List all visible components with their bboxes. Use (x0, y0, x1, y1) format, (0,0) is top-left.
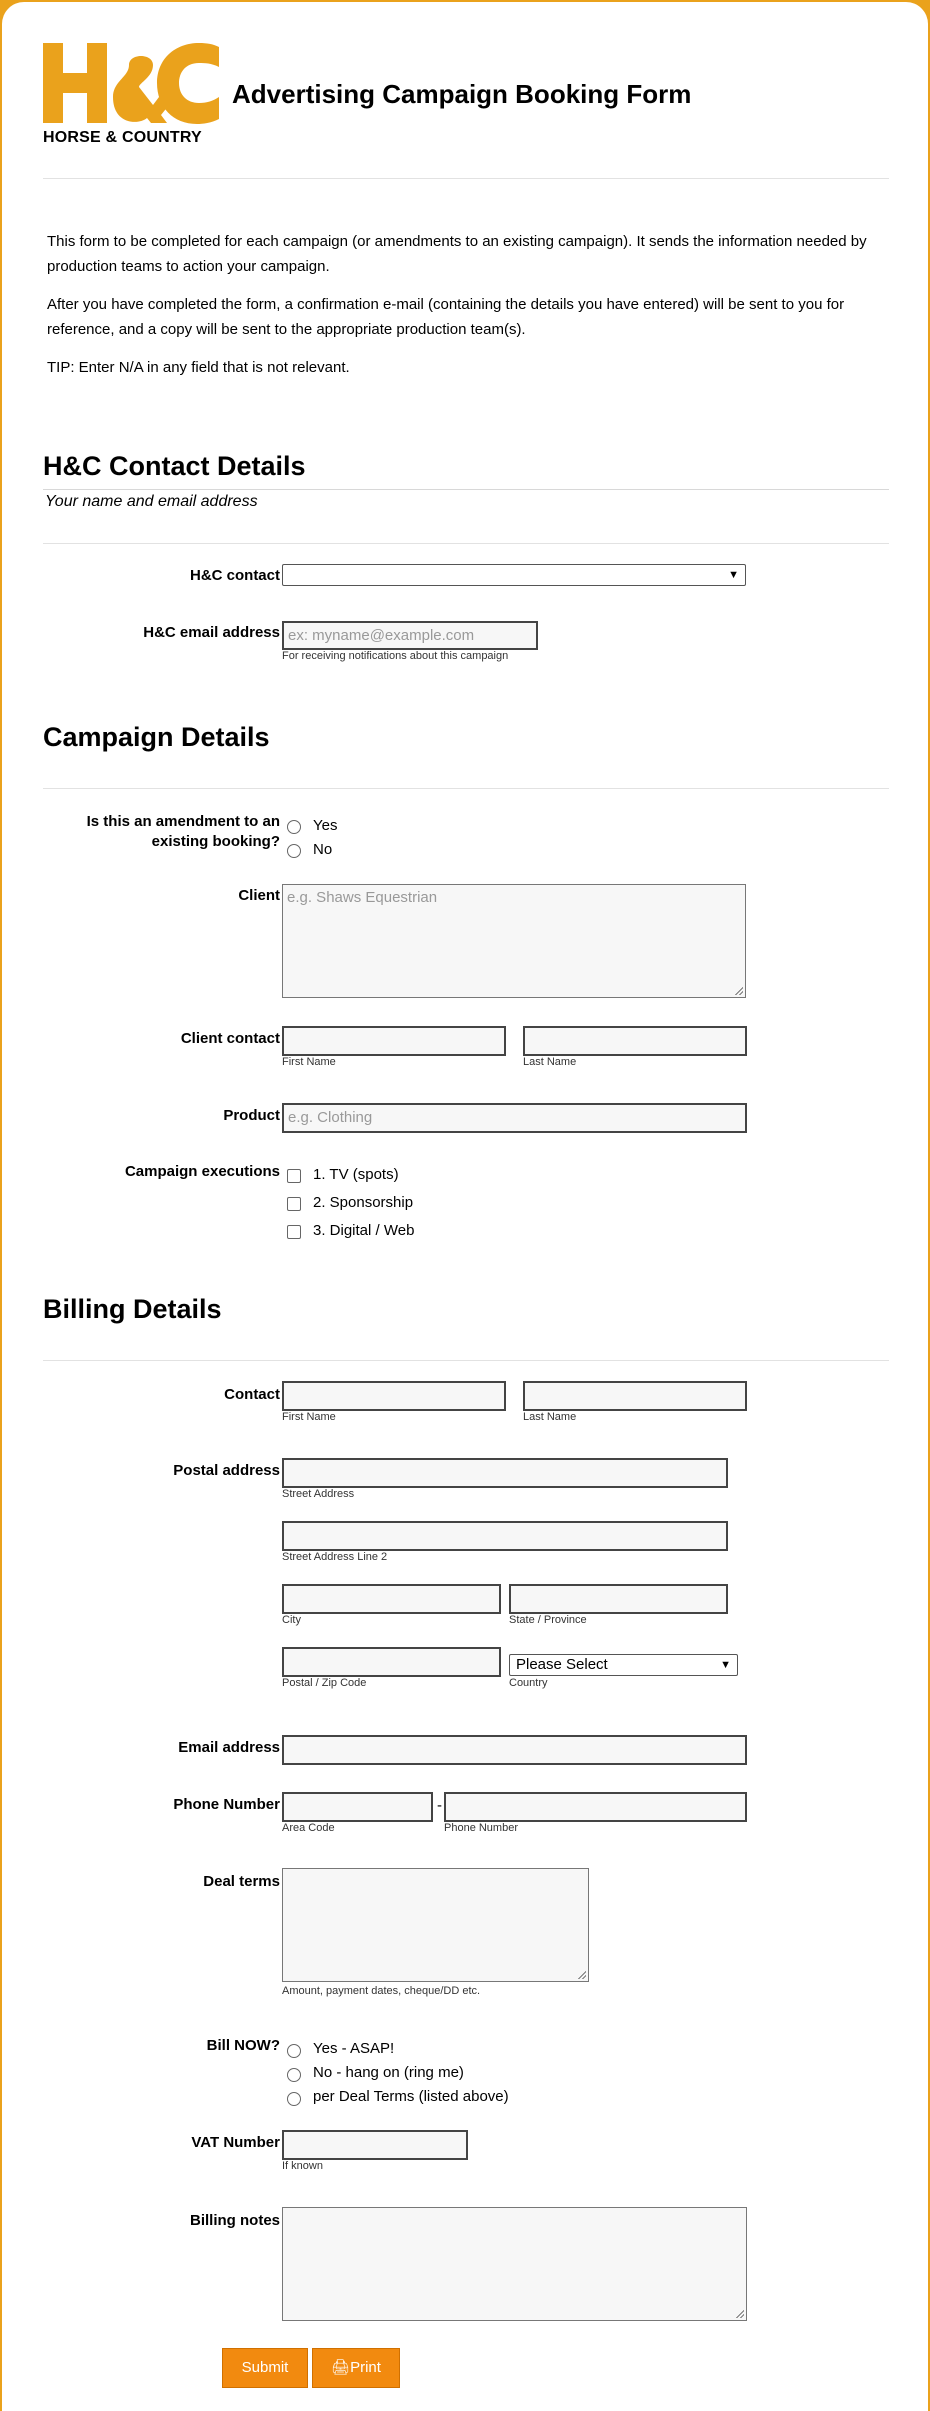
billing-contact-label: Contact (224, 1386, 280, 1403)
client-label: Client (238, 887, 280, 904)
billing-email-label: Email address (178, 1739, 280, 1756)
country-select-value: Please Select (516, 1656, 608, 1673)
area-code-hint: Area Code (282, 1822, 335, 1834)
deal-terms-hint: Amount, payment dates, cheque/DD etc. (282, 1985, 481, 1997)
city-hint: City (282, 1614, 301, 1626)
horse-and-country-logo (43, 43, 220, 148)
printer-icon: 🖨 (331, 2359, 351, 2376)
country-select[interactable] (509, 1654, 738, 1676)
country-hint: Country (509, 1677, 548, 1689)
resize-handle-icon[interactable] (578, 1971, 586, 1979)
deal-terms-textarea[interactable] (282, 1868, 589, 1982)
intro-tip: TIP: Enter N/A in any field that is not relevant. (47, 359, 350, 376)
amendment-yes-label[interactable]: Yes (313, 817, 338, 834)
street-address-hint: Street Address (282, 1488, 355, 1500)
amendment-no-label[interactable]: No (313, 841, 333, 858)
divider (43, 489, 889, 490)
submit-button[interactable]: Submit (222, 2348, 308, 2388)
divider (43, 788, 889, 789)
execution-sponsorship-checkbox[interactable] (287, 1197, 301, 1211)
hc-email-hint: For receiving notifications about this campaign (282, 650, 509, 662)
phone-number-input[interactable] (444, 1792, 747, 1822)
chevron-down-icon: ▼ (720, 1659, 731, 1671)
billing-notes-textarea[interactable] (282, 2207, 747, 2321)
client-last-name-hint: Last Name (523, 1056, 577, 1068)
deal-terms-label: Deal terms (203, 1873, 280, 1890)
execution-tv-checkbox[interactable] (287, 1169, 301, 1183)
hc-logo-mark-icon (43, 43, 220, 125)
bill-now-label: Bill NOW? (206, 2037, 280, 2054)
client-placeholder: e.g. Shaws Equestrian (287, 889, 438, 906)
vat-number-input[interactable] (282, 2130, 468, 2160)
bill-now-hang-on-label[interactable]: No - hang on (ring me) (313, 2064, 464, 2081)
area-code-input[interactable] (282, 1792, 433, 1822)
client-contact-label: Client contact (180, 1030, 280, 1047)
resize-handle-icon[interactable] (735, 987, 743, 995)
form-page (2, 2, 928, 2411)
billing-email-input[interactable] (282, 1735, 747, 1765)
section-subtitle-contact: Your name and email address (45, 493, 258, 510)
intro-paragraph-2: After you have completed the form, a confirmation e-mail (containing the details you have entered) will be sent to you for reference, and a copy will be sent to the appropriate production team(s). (47, 296, 845, 338)
street-address-2-input[interactable] (282, 1521, 728, 1551)
resize-handle-icon[interactable] (736, 2310, 744, 2318)
hc-contact-label: H&C contact (189, 567, 280, 584)
intro-paragraph-1: This form to be completed for each campaign (or amendments to an existing campaign). It sends the information needed by production teams to action your campaign. (47, 233, 867, 275)
bill-now-asap-label[interactable]: Yes - ASAP! (313, 2040, 395, 2057)
page-title: Advertising Campaign Booking Form (232, 79, 692, 109)
street-address-2-hint: Street Address Line 2 (282, 1551, 388, 1563)
print-button-label: Print (350, 2359, 381, 2376)
section-title-billing: Billing Details (43, 1294, 222, 1324)
executions-label: Campaign executions (124, 1163, 280, 1180)
billing-notes-label: Billing notes (190, 2212, 280, 2229)
vat-number-label: VAT Number (191, 2134, 280, 2151)
client-first-name-input[interactable] (282, 1026, 506, 1056)
amendment-yes-radio[interactable] (287, 820, 301, 834)
intro-text (47, 229, 889, 380)
execution-sponsorship-label[interactable]: 2. Sponsorship (313, 1194, 414, 1211)
amendment-no-radio[interactable] (287, 844, 301, 858)
vat-number-hint: If known (282, 2160, 323, 2172)
client-last-name-input[interactable] (523, 1026, 747, 1056)
city-input[interactable] (282, 1584, 501, 1614)
print-button[interactable] (312, 2348, 400, 2388)
postal-address-label: Postal address (173, 1462, 280, 1479)
bill-now-hang-on-radio[interactable] (287, 2068, 301, 2082)
bill-now-asap-radio[interactable] (287, 2044, 301, 2058)
chevron-down-icon: ▼ (728, 569, 739, 581)
divider (43, 178, 889, 179)
billing-last-name-input[interactable] (523, 1381, 747, 1411)
client-textarea[interactable] (282, 884, 746, 998)
section-title-campaign: Campaign Details (43, 722, 270, 752)
phone-label: Phone Number (173, 1796, 280, 1813)
billing-last-name-hint: Last Name (523, 1411, 577, 1423)
hc-email-label: H&C email address (143, 624, 280, 641)
divider (43, 1360, 889, 1361)
logo-wordmark: HORSE & COUNTRY (43, 129, 202, 146)
hc-email-input[interactable]: ex: myname@example.com (282, 621, 538, 650)
bill-now-deal-terms-label[interactable]: per Deal Terms (listed above) (313, 2088, 509, 2105)
hc-contact-select[interactable] (282, 564, 746, 586)
state-hint: State / Province (509, 1614, 587, 1626)
phone-dash: - (437, 1797, 442, 1814)
zip-input[interactable] (282, 1647, 501, 1677)
section-title-contact: H&C Contact Details (43, 451, 306, 481)
execution-digital-label[interactable]: 3. Digital / Web (313, 1222, 415, 1239)
phone-number-hint: Phone Number (444, 1822, 518, 1834)
execution-tv-label[interactable]: 1. TV (spots) (313, 1166, 399, 1183)
execution-digital-checkbox[interactable] (287, 1225, 301, 1239)
billing-first-name-input[interactable] (282, 1381, 506, 1411)
amendment-label: Is this an amendment to an existing booking? (86, 813, 280, 850)
street-address-input[interactable] (282, 1458, 728, 1488)
product-label: Product (223, 1107, 280, 1124)
zip-hint: Postal / Zip Code (282, 1677, 367, 1689)
billing-first-name-hint: First Name (282, 1411, 336, 1423)
state-input[interactable] (509, 1584, 728, 1614)
divider (43, 543, 889, 544)
bill-now-deal-terms-radio[interactable] (287, 2092, 301, 2106)
product-input[interactable]: e.g. Clothing (282, 1103, 747, 1133)
client-first-name-hint: First Name (282, 1056, 336, 1068)
